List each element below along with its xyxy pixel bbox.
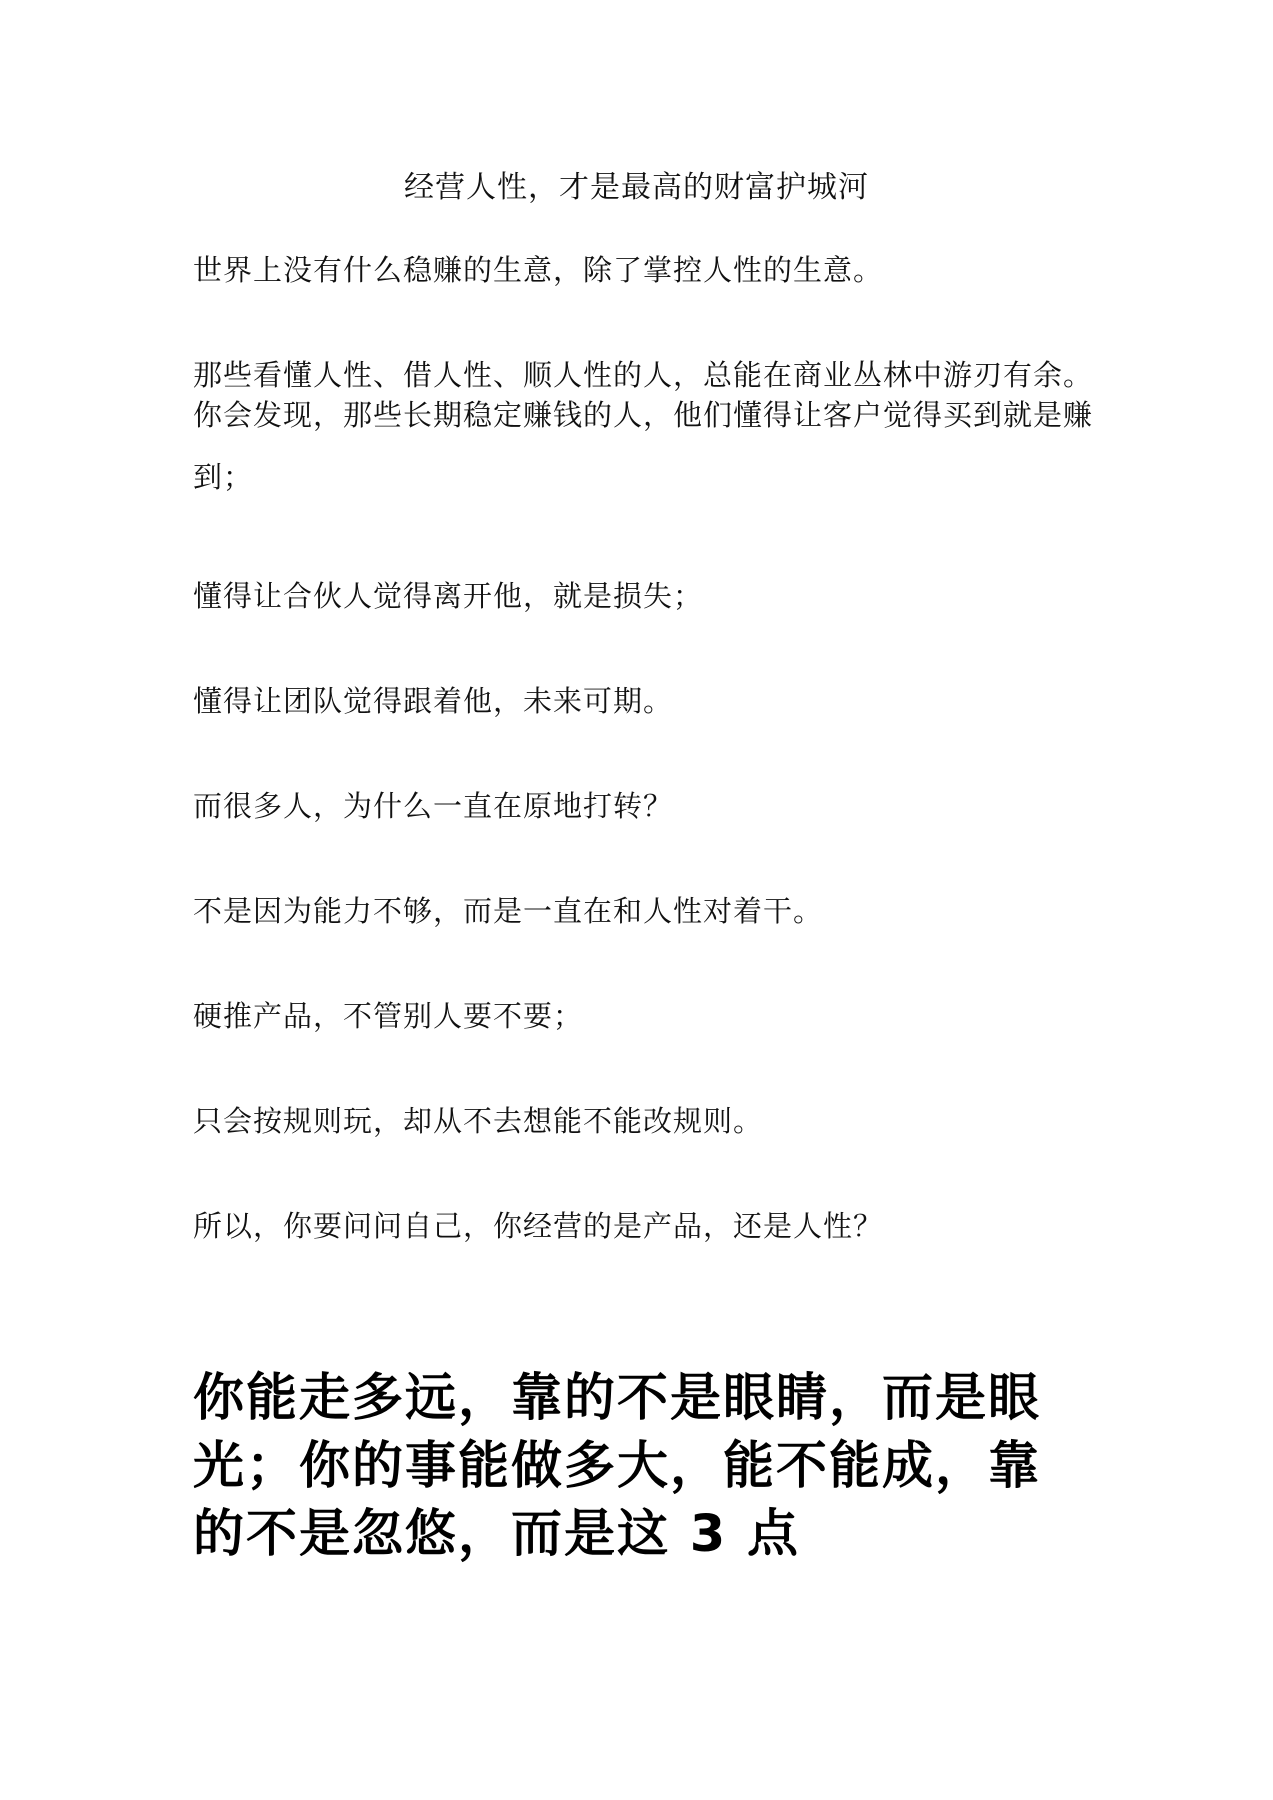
paragraph: 所以，你要问问自己，你经营的是产品，还是人性？ [193, 1209, 884, 1243]
document-body [193, 250, 1093, 1246]
paragraph: 硬推产品，不管别人要不要； [193, 999, 584, 1033]
paragraph: 你会发现，那些长期稳定赚钱的人，他们懂得让客户觉得买到就是赚到； [193, 398, 1094, 494]
paragraph: 那些看懂人性、借人性、顺人性的人，总能在商业丛林中游刃有余。 [193, 358, 1094, 392]
headline: 你能走多远，靠的不是眼睛，而是眼光；你的事能做多大，能不能成，靠的不是忽悠，而是这 3 点 [193, 1369, 1042, 1564]
paragraph: 而很多人，为什么一直在原地打转？ [193, 789, 674, 823]
paragraph: 懂得让团队觉得跟着他，未来可期。 [193, 684, 674, 718]
paragraph: 不是因为能力不够，而是一直在和人性对着干。 [193, 894, 824, 928]
paragraph: 懂得让合伙人觉得离开他，就是损失； [193, 579, 704, 613]
document-title: 经营人性，才是最高的财富护城河 [404, 170, 869, 205]
paragraph: 只会按规则玩，却从不去想能不能改规则。 [193, 1104, 764, 1138]
paragraph: 世界上没有什么稳赚的生意，除了掌控人性的生意。 [193, 253, 884, 287]
